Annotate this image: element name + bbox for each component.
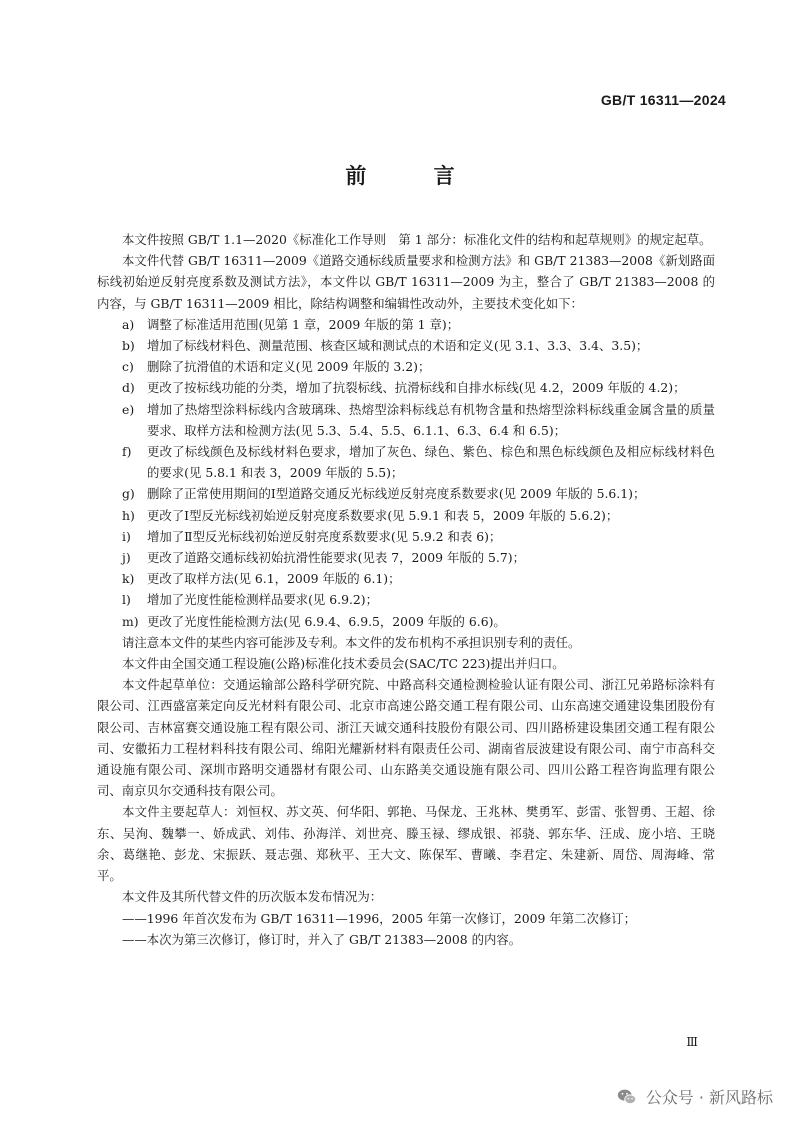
list-item bbox=[97, 547, 715, 568]
version-history-item: ——1996 年首次发布为 GB/T 16311—1996，2005 年第一次修订，2009 年第二次修订； bbox=[122, 910, 637, 926]
list-item bbox=[97, 399, 715, 441]
list-item bbox=[97, 335, 715, 356]
list-item bbox=[97, 483, 715, 504]
list-label: h) bbox=[122, 507, 135, 523]
watermark-text: 公众号 · 新风路标 bbox=[645, 1088, 773, 1107]
list-label: g) bbox=[122, 486, 135, 502]
list-label: f) bbox=[122, 444, 132, 460]
list-label: k) bbox=[122, 571, 135, 587]
version-history-item: ——本次为第三次修订，修订时，并入了 GB/T 21383—2008 的内容。 bbox=[122, 931, 522, 947]
list-text: 增加了光度性能检测样品要求(见 6.9.2)； bbox=[147, 592, 378, 608]
list-text: 增加了标线材料色、测量范围、核查区域和测试点的术语和定义(见 3.1、3.3、3.4、3.5)； bbox=[147, 338, 649, 354]
page-number: Ⅲ bbox=[686, 1035, 698, 1049]
list-text: 更改了Ⅰ型反光标线初始逆反射亮度系数要求(见 5.9.1 和表 5，2009 年版的 5.6.2)； bbox=[147, 507, 619, 523]
list-label: j) bbox=[122, 550, 131, 566]
list-text: 删除了正常使用期间的Ⅰ型道路交通反光标线逆反射亮度系数要求(见 2009 年版的 5.6.1)； bbox=[147, 486, 646, 502]
list-label: m) bbox=[122, 613, 139, 629]
standard-code: GB/T 16311—2024 bbox=[600, 92, 726, 108]
list-label: d) bbox=[122, 380, 135, 396]
list-item bbox=[97, 589, 715, 610]
list-label: a) bbox=[122, 316, 135, 332]
page-title: 前 言 bbox=[345, 164, 485, 188]
drafting-units-paragraph: 本文件起草单位：交通运输部公路科学研究院、中路高科交通检测检验认证有限公司、浙江兄弟路标涂料有限公司、江西盛富莱定向反光材料有限公司、北京市高速公路交通工程有限公司、山东高速交通建设集团股份有限公司、吉林富赛交通设施工程有限公司、浙江天诚交通科技股份有限公司、四川路桥建设集团交通工程有限公司、安徽拓力工程材料科技有限公司、绵阳光耀新材料有限责任公司、湖南省辰波建设有限公司、南宁市高科交通设施有限公司、深圳市路明交通器材有限公司、山东路美交通设施有限公司、四川公路工程咨询监理有限公司、南京贝尔交通科技有限公司。 bbox=[97, 677, 715, 799]
list-item bbox=[97, 505, 715, 526]
list-item bbox=[97, 526, 715, 547]
paragraph: 请注意本文件的某些内容可能涉及专利。本文件的发布机构不承担识别专利的责任。 bbox=[122, 634, 581, 650]
list-text: 调整了标准适用范围(见第 1 章，2009 年版的第 1 章)； bbox=[147, 316, 460, 332]
foreword-body bbox=[97, 229, 715, 950]
list-text: 更改了取样方法(见 6.1，2009 年版的 6.1)； bbox=[147, 571, 401, 587]
list-item bbox=[97, 377, 715, 398]
list-text: 增加了Ⅱ型反光标线初始逆反射亮度系数要求(见 5.9.2 和表 6)； bbox=[147, 528, 502, 544]
list-item bbox=[97, 314, 715, 335]
list-item bbox=[97, 356, 715, 377]
watermark bbox=[616, 1085, 773, 1108]
list-text: 删除了抗滑值的术语和定义(见 2009 年版的 3.2)； bbox=[147, 359, 431, 375]
list-item bbox=[97, 441, 715, 483]
paragraph: 本文件代替 GB/T 16311—2009《道路交通标线质量要求和检测方法》和 GB/T 21383—2008《新划路面标线初始逆反射亮度系数及测试方法》，本文件以 GB/T 16311—2009 为主，整合了 GB/T 21383—2008 的内容，与 GB/T 16311—2009 相比，除结构调整和编辑性改动外，主要技术变化如下： bbox=[97, 253, 715, 311]
list-text: 更改了按标线功能的分类，增加了抗裂标线、抗滑标线和自排水标线(见 4.2，2009 年版的 4.2)； bbox=[147, 380, 686, 396]
list-text: 更改了光度性能检测方法(见 6.9.4、6.9.5，2009 年版的 6.6)。 bbox=[147, 613, 506, 629]
list-label: i) bbox=[122, 528, 131, 544]
list-label: c) bbox=[122, 359, 134, 375]
list-label: e) bbox=[122, 401, 135, 417]
list-text: 增加了热熔型涂料标线内含玻璃珠、热熔型涂料标线总有机物含量和热熔型涂料标线重金属含量的质量要求、取样方法和检测方法(见 5.3、5.4、5.5、6.1.1、6.3、6.4 和 6.5)； bbox=[147, 401, 715, 438]
paragraph: 本文件按照 GB/T 1.1—2020《标准化工作导则 第 1 部分：标准化文件的结构和起草规则》的规定起草。 bbox=[122, 232, 712, 247]
list-label: l) bbox=[122, 592, 131, 608]
list-text: 更改了道路交通标线初始抗滑性能要求(见表 7，2009 年版的 5.7)； bbox=[147, 550, 525, 566]
list-label: b) bbox=[122, 338, 135, 354]
list-item bbox=[97, 568, 715, 589]
drafters-paragraph: 本文件主要起草人：刘恒权、苏文英、何华阳、郭艳、马保龙、王兆林、樊勇军、彭雷、张智勇、王超、徐东、吴洵、魏攀一、娇成武、刘伟、孙海洋、刘世亮、滕玉禄、缪成银、祁骁、郭东华、汪成、庞小培、王晓余、葛继艳、彭龙、宋振跃、聂志强、郑秋平、王大文、陈保军、曹曦、李君定、朱建新、周岱、周海峰、常平。 bbox=[97, 804, 715, 884]
wechat-icon bbox=[616, 1086, 638, 1108]
paragraph: 本文件及其所代替文件的历次版本发布情况为： bbox=[122, 889, 383, 905]
paragraph: 本文件由全国交通工程设施(公路)标准化技术委员会(SAC/TC 223)提出并归口。 bbox=[122, 656, 565, 672]
list-item bbox=[97, 611, 715, 632]
list-text: 更改了标线颜色及标线材料色要求，增加了灰色、绿色、紫色、棕色和黑色标线颜色及相应标线材料色的要求(见 5.8.1 和表 3，2009 年版的 5.5)； bbox=[147, 444, 715, 481]
